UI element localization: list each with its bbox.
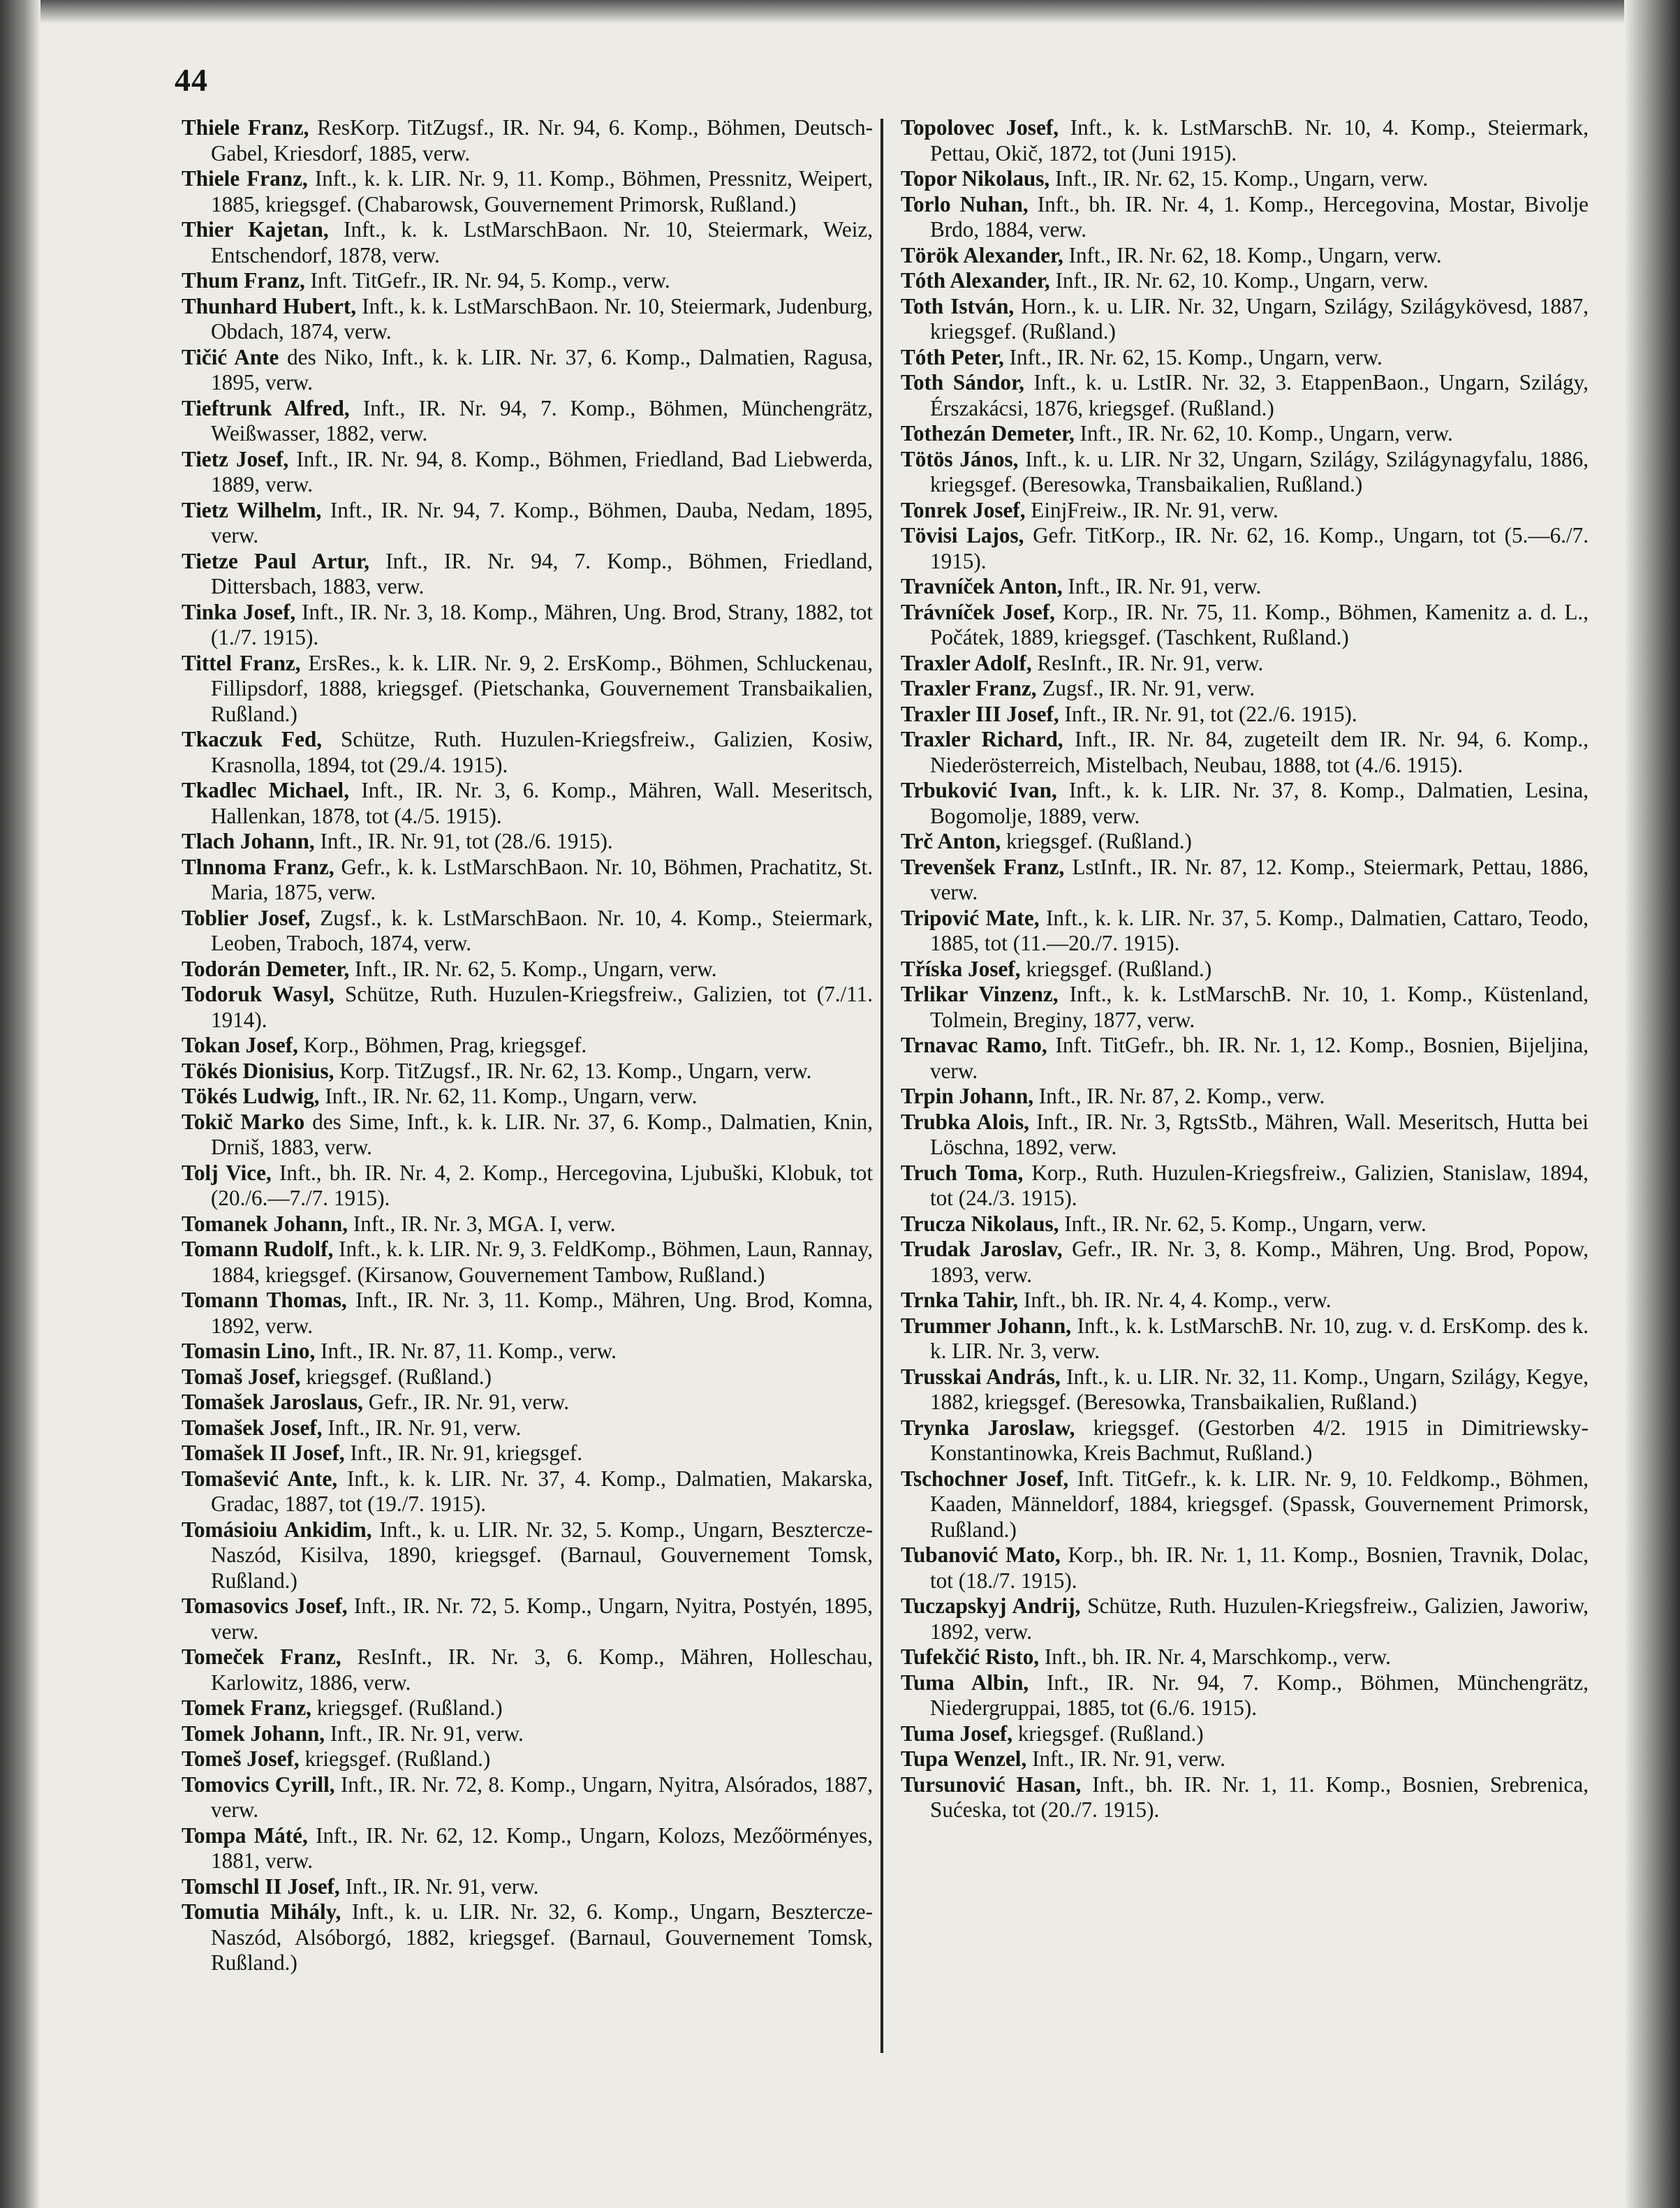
entry-name: Tietz Josef, bbox=[182, 446, 289, 471]
entry-name: Trynka Jaroslaw, bbox=[901, 1415, 1075, 1440]
register-entry bbox=[182, 268, 873, 294]
entry-details: des Sime, Inft., k. k. LIR. Nr. 37, 6. Komp., Dalmatien, Knin, Drniš, 1883, verw. bbox=[211, 1109, 873, 1159]
register-entry bbox=[901, 1466, 1589, 1543]
entry-name: Tomann Thomas, bbox=[182, 1288, 347, 1312]
entry-name: Tuczapskyj Andrij, bbox=[901, 1594, 1081, 1618]
entry-name: Tomutia Mihály, bbox=[182, 1899, 341, 1924]
entry-name: Trummer Johann, bbox=[901, 1313, 1072, 1338]
register-entry bbox=[901, 727, 1589, 778]
entry-details: Inft., IR. Nr. 62, 10. Komp., Ungarn, verw. bbox=[1055, 268, 1429, 293]
entry-details: Inft., IR. Nr. 87, 2. Komp., verw. bbox=[1038, 1084, 1325, 1108]
entry-name: Tupa Wenzel, bbox=[901, 1746, 1027, 1771]
entry-name: Traxler Adolf, bbox=[901, 650, 1032, 675]
entry-name: Todorán Demeter, bbox=[182, 956, 350, 981]
entry-name: Traxler Franz, bbox=[901, 676, 1037, 700]
entry-name: Trč Anton, bbox=[901, 829, 1001, 853]
register-entry bbox=[182, 1161, 873, 1212]
register-entry bbox=[901, 1746, 1589, 1772]
entry-details: Korp., Ruth. Huzulen-Kriegsfreiw., Galizien, Stanislaw, 1894, tot (24./3. 1915). bbox=[930, 1160, 1589, 1210]
register-entry bbox=[901, 1212, 1589, 1237]
register-entry bbox=[182, 1033, 873, 1059]
entry-details: Inft., k. k. LstMarschB. Nr. 10, 1. Komp., Küstenland, Tolmein, Breginy, 1877, verw. bbox=[930, 982, 1589, 1032]
entry-details: Inft., bh. IR. Nr. 4, 4. Komp., verw. bbox=[1023, 1288, 1332, 1312]
entry-name: Thiele Franz, bbox=[182, 115, 309, 140]
entry-details: Inft., bh. IR. Nr. 4, 1. Komp., Hercegovina, Mostar, Bivolje Brdo, 1884, verw. bbox=[930, 191, 1589, 242]
register-entry bbox=[901, 1644, 1589, 1670]
register-entry bbox=[182, 1899, 873, 1976]
entry-name: Tittel Franz, bbox=[182, 650, 301, 675]
entry-name: Tomeček Franz, bbox=[182, 1644, 341, 1669]
entry-name: Tothezán Demeter, bbox=[901, 421, 1075, 446]
register-entry bbox=[901, 778, 1589, 829]
register-entry bbox=[182, 727, 873, 778]
entry-details: Gefr., k. k. LstMarschBaon. Nr. 10, Böhmen, Prachatitz, St. Maria, 1875, verw. bbox=[211, 854, 874, 904]
entry-name: Tonrek Josef, bbox=[901, 497, 1026, 522]
column-divider bbox=[880, 119, 883, 2053]
entry-details: Schütze, Ruth. Huzulen-Kriegsfreiw., Galizien, tot (7./11. 1914). bbox=[211, 982, 874, 1032]
entry-name: Tomek Johann, bbox=[182, 1721, 325, 1746]
register-entry bbox=[901, 1237, 1589, 1288]
entry-name: Tinka Josef, bbox=[182, 599, 296, 624]
entry-name: Trucza Nikolaus, bbox=[901, 1211, 1059, 1236]
register-entry bbox=[901, 1033, 1589, 1084]
entry-name: Török Alexander, bbox=[901, 242, 1063, 267]
entry-name: Tökés Ludwig, bbox=[182, 1084, 320, 1108]
register-entry bbox=[901, 166, 1589, 192]
entry-name: Tomašek Josef, bbox=[182, 1415, 323, 1440]
entry-details: Inft., IR. Nr. 94, 7. Komp., Böhmen, Friedland, Dittersbach, 1883, verw. bbox=[211, 548, 873, 598]
entry-details: LstInft., IR. Nr. 87, 12. Komp., Steiermark, Pettau, 1886, verw. bbox=[930, 854, 1589, 904]
register-entry bbox=[901, 370, 1589, 421]
entry-name: Tövisi Lajos, bbox=[901, 523, 1024, 547]
register-entry bbox=[182, 1110, 873, 1161]
entry-details: Inft., IR. Nr. 3, 11. Komp., Mähren, Ung. Brod, Komna, 1892, verw. bbox=[211, 1288, 874, 1338]
entry-details: Inft., IR. Nr. 94, 7. Komp., Böhmen, Dauba, Nedam, 1895, verw. bbox=[211, 497, 874, 547]
entry-details: Zugsf., k. k. LstMarschBaon. Nr. 10, 4. Komp., Steiermark, Leoben, Traboch, 1874, verw. bbox=[211, 905, 873, 955]
entry-details: kriegsgef. (Rußland.) bbox=[1026, 956, 1212, 981]
register-entry bbox=[182, 1644, 873, 1695]
entry-details: Korp. TitZugsf., IR. Nr. 62, 13. Komp., Ungarn, verw. bbox=[339, 1058, 812, 1083]
register-entry bbox=[182, 1390, 873, 1415]
register-entry bbox=[901, 1161, 1589, 1212]
register-entry bbox=[182, 651, 873, 728]
scan-edge-right bbox=[1624, 0, 1680, 2208]
entry-name: Tuma Josef, bbox=[901, 1721, 1013, 1746]
entry-details: ResInft., IR. Nr. 91, verw. bbox=[1037, 650, 1264, 675]
register-entry bbox=[901, 294, 1589, 345]
entry-details: kriegsgef. (Rußland.) bbox=[1017, 1721, 1204, 1746]
entry-name: Toblier Josef, bbox=[182, 905, 311, 930]
entry-details: Inft., IR. Nr. 91, kriegsgef. bbox=[350, 1441, 583, 1465]
entry-details: Korp., bh. IR. Nr. 1, 11. Komp., Bosnien, Travnik, Dolac, tot (18./7. 1915). bbox=[930, 1543, 1589, 1593]
register-entry bbox=[182, 217, 873, 268]
register-entry bbox=[182, 1594, 873, 1644]
entry-name: Tomeš Josef, bbox=[182, 1746, 300, 1771]
scan-edge-top bbox=[0, 0, 1680, 24]
register-entry bbox=[182, 1466, 873, 1517]
entry-details: des Niko, Inft., k. k. LIR. Nr. 37, 6. Komp., Dalmatien, Ragusa, 1895, verw. bbox=[211, 344, 873, 395]
entry-name: Tomaš Josef, bbox=[182, 1364, 301, 1389]
register-entry bbox=[182, 600, 873, 651]
register-entry bbox=[182, 829, 873, 855]
entry-details: kriegsgef. (Rußland.) bbox=[306, 1364, 492, 1389]
entry-name: Tolj Vice, bbox=[182, 1160, 272, 1185]
entry-name: Tufekčić Risto, bbox=[901, 1644, 1040, 1669]
register-entry bbox=[901, 982, 1589, 1033]
register-entry bbox=[901, 676, 1589, 702]
entry-name: Trávníček Josef, bbox=[901, 599, 1055, 624]
entry-name: Tomašek Jaroslaus, bbox=[182, 1390, 363, 1414]
entry-name: Tomschl II Josef, bbox=[182, 1874, 340, 1899]
register-entry bbox=[182, 1084, 873, 1110]
entry-details: Inft., k. k. LstMarschBaon. Nr. 10, Steiermark, Weiz, Entschendorf, 1878, verw. bbox=[211, 217, 874, 267]
register-entry bbox=[901, 1110, 1589, 1161]
left-column bbox=[182, 115, 873, 1976]
register-entry bbox=[182, 1237, 873, 1288]
entry-details: Inft., IR. Nr. 91, verw. bbox=[1032, 1746, 1225, 1771]
register-entry bbox=[901, 1543, 1589, 1594]
register-entry bbox=[901, 1313, 1589, 1364]
register-entry bbox=[901, 1364, 1589, 1415]
entry-name: Tuma Albin, bbox=[901, 1670, 1029, 1695]
entry-details: kriegsgef. (Rußland.) bbox=[304, 1746, 491, 1771]
entry-details: Inft., IR. Nr. 91, tot (28./6. 1915). bbox=[320, 829, 613, 853]
entry-name: Topor Nikolaus, bbox=[901, 166, 1050, 191]
entry-name: Trubka Alois, bbox=[901, 1109, 1029, 1134]
entry-details: EinjFreiw., IR. Nr. 91, verw. bbox=[1031, 497, 1279, 522]
right-column bbox=[901, 115, 1589, 1823]
entry-name: Tieftrunk Alfred, bbox=[182, 395, 350, 420]
entry-details: Inft., IR. Nr. 62, 5. Komp., Ungarn, verw. bbox=[355, 956, 717, 981]
entry-details: Inft., IR. Nr. 62, 18. Komp., Ungarn, verw. bbox=[1068, 242, 1442, 267]
entry-name: Tomann Rudolf, bbox=[182, 1237, 334, 1261]
register-entry bbox=[182, 855, 873, 906]
entry-name: Truch Toma, bbox=[901, 1160, 1024, 1185]
entry-details: Inft. TitGefr., bh. IR. Nr. 1, 12. Komp., Bosnien, Bijeljina, verw. bbox=[930, 1033, 1589, 1083]
register-entry bbox=[182, 1441, 873, 1466]
entry-name: Tomanek Johann, bbox=[182, 1211, 348, 1236]
entry-name: Tompa Máté, bbox=[182, 1823, 308, 1848]
entry-details: Inft. TitGefr., IR. Nr. 94, 5. Komp., verw. bbox=[310, 268, 670, 293]
entry-name: Tlnnoma Franz, bbox=[182, 854, 334, 879]
entry-details: Inft., k. k. LstMarschB. Nr. 10, zug. v. d. ErsKomp. des k. k. LIR. Nr. 3, verw. bbox=[930, 1313, 1589, 1363]
register-entry bbox=[182, 115, 873, 166]
entry-name: Tóth Peter, bbox=[901, 344, 1004, 369]
entry-details: Inft., IR. Nr. 87, 11. Komp., verw. bbox=[320, 1339, 617, 1363]
scan-edge-left bbox=[0, 0, 40, 2208]
entry-details: Inft., k. u. LIR. Nr. 32, 5. Komp., Ungarn, Besztercze-Naszód, Kisilva, 1890, kriegsgef. (Barnaul, Gouvernement Tomsk, Rußland.) bbox=[211, 1517, 874, 1593]
register-entry bbox=[182, 1517, 873, 1594]
entry-details: Inft., k. k. LstMarschB. Nr. 10, 4. Komp., Steiermark, Pettau, Okič, 1872, tot (Juni 1915). bbox=[930, 115, 1589, 165]
entry-name: Tříska Josef, bbox=[901, 956, 1021, 981]
entry-name: Traxler Richard, bbox=[901, 727, 1063, 751]
entry-details: Inft., IR. Nr. 62, 12. Komp., Ungarn, Kolozs, Mezőörményes, 1881, verw. bbox=[211, 1823, 873, 1873]
entry-details: Inft., IR. Nr. 3, RgtsStb., Mähren, Wall. Meseritsch, Hutta bei Löschna, 1892, verw. bbox=[930, 1109, 1589, 1159]
register-entry bbox=[182, 1364, 873, 1390]
entry-details: Inft., IR. Nr. 3, MGA. I, verw. bbox=[353, 1211, 616, 1236]
entry-details: Inft., k. k. LstMarschBaon. Nr. 10, Steiermark, Judenburg, Obdach, 1874, verw. bbox=[211, 293, 874, 344]
entry-name: Trnavac Ramo, bbox=[901, 1033, 1047, 1057]
entry-details: Inft., IR. Nr. 84, zugeteilt dem IR. Nr. 94, 6. Komp., Niederösterreich, Mistelbach, Neubau, 1888, tot (4./6. 1915). bbox=[930, 727, 1589, 777]
entry-details: Inft., IR. Nr. 62, 15. Komp., Ungarn, verw. bbox=[1009, 344, 1383, 369]
register-entry bbox=[901, 1084, 1589, 1110]
register-entry bbox=[182, 1415, 873, 1441]
entry-details: Inft., k. k. LIR. Nr. 9, 3. FeldKomp., Böhmen, Laun, Rannay, 1884, kriegsgef. (Kirsanow, Gouvernement Tambow, Rußland.) bbox=[211, 1237, 873, 1287]
register-entry bbox=[901, 345, 1589, 371]
entry-details: Inft., IR. Nr. 3, 18. Komp., Mähren, Ung. Brod, Strany, 1882, tot (1./7. 1915). bbox=[211, 599, 873, 649]
entry-name: Tursunović Hasan, bbox=[901, 1772, 1082, 1797]
entry-details: Inft., k. k. LIR. Nr. 9, 11. Komp., Böhmen, Pressnitz, Weipert, 1885, kriegsgef. (Chabarowsk, Gouvernement Primorsk, Rußland.) bbox=[211, 166, 873, 216]
register-entry bbox=[901, 574, 1589, 600]
entry-details: Inft., k. u. LstIR. Nr. 32, 3. EtappenBaon., Ungarn, Szilágy, Érszakácsi, 1876, kriegsgef. (Rußland.) bbox=[930, 370, 1589, 420]
register-entry bbox=[182, 906, 873, 957]
entry-name: Tomasin Lino, bbox=[182, 1339, 316, 1363]
register-entry bbox=[901, 829, 1589, 855]
entry-name: Travníček Anton, bbox=[901, 574, 1063, 598]
entry-details: Schütze, Ruth. Huzulen-Kriegsfreiw., Galizien, Jaworiw, 1892, verw. bbox=[930, 1594, 1589, 1644]
register-entry bbox=[901, 651, 1589, 677]
register-entry bbox=[901, 1670, 1589, 1721]
entry-name: Tökés Dionisius, bbox=[182, 1058, 334, 1083]
entry-name: Trpin Johann, bbox=[901, 1084, 1034, 1108]
entry-name: Toth István, bbox=[901, 293, 1015, 318]
register-entry bbox=[901, 957, 1589, 982]
entry-details: ResKorp. TitZugsf., IR. Nr. 94, 6. Komp., Böhmen, Deutsch-Gabel, Kriesdorf, 1885, verw. bbox=[211, 115, 874, 165]
entry-details: Inft., bh. IR. Nr. 4, Marschkomp., verw. bbox=[1044, 1644, 1391, 1669]
entry-details: kriegsgef. (Rußland.) bbox=[316, 1695, 503, 1720]
register-entry bbox=[901, 268, 1589, 294]
entry-name: Traxler III Josef, bbox=[901, 701, 1059, 726]
register-entry bbox=[901, 1772, 1589, 1823]
entry-details: Inft., IR. Nr. 72, 5. Komp., Ungarn, Nyitra, Postyén, 1895, verw. bbox=[211, 1594, 873, 1644]
entry-details: Inft., k. u. LIR. Nr. 32, 6. Komp., Ungarn, Besztercze-Naszód, Alsóborgó, 1882, kriegsgef. (Barnaul, Gouvernement Tomsk, Rußland.) bbox=[211, 1899, 874, 1975]
register-entry bbox=[901, 855, 1589, 906]
register-entry bbox=[182, 498, 873, 549]
register-entry bbox=[901, 243, 1589, 269]
entry-name: Toth Sándor, bbox=[901, 370, 1024, 395]
page-number: 44 bbox=[175, 62, 208, 98]
entry-name: Tokič Marko bbox=[182, 1109, 305, 1134]
entry-name: Tietze Paul Artur, bbox=[182, 548, 370, 573]
register-entry bbox=[901, 192, 1589, 243]
entry-details: Zugsf., IR. Nr. 91, verw. bbox=[1042, 676, 1255, 700]
entry-details: Gefr., IR. Nr. 91, verw. bbox=[368, 1390, 570, 1414]
entry-name: Thier Kajetan, bbox=[182, 217, 329, 242]
register-entry bbox=[182, 396, 873, 447]
entry-name: Tomovics Cyrill, bbox=[182, 1772, 335, 1797]
register-entry bbox=[182, 778, 873, 829]
entry-name: Tomásioiu Ankidim, bbox=[182, 1517, 372, 1542]
entry-name: Tötös János, bbox=[901, 446, 1019, 471]
register-entry bbox=[182, 166, 873, 217]
register-entry bbox=[901, 421, 1589, 447]
register-entry bbox=[901, 447, 1589, 498]
entry-details: Inft., IR. Nr. 91, verw. bbox=[345, 1874, 539, 1899]
entry-details: Inft., IR. Nr. 91, tot (22./6. 1915). bbox=[1064, 701, 1357, 726]
entry-details: Inft., bh. IR. Nr. 4, 2. Komp., Hercegovina, Ljubuški, Klobuk, tot (20./6.—7./7. 1915). bbox=[211, 1160, 874, 1210]
register-entry bbox=[182, 1059, 873, 1084]
register-entry bbox=[901, 1721, 1589, 1747]
entry-name: Thum Franz, bbox=[182, 268, 305, 293]
entry-name: Tomek Franz, bbox=[182, 1695, 311, 1720]
register-entry bbox=[182, 1695, 873, 1721]
entry-name: Torlo Nuhan, bbox=[901, 191, 1029, 216]
entry-details: Inft., IR. Nr. 94, 8. Komp., Böhmen, Friedland, Bad Liebwerda, 1889, verw. bbox=[211, 446, 873, 496]
entry-name: Trnka Tahir, bbox=[901, 1288, 1019, 1312]
register-entry bbox=[182, 447, 873, 498]
entry-name: Tschochner Josef, bbox=[901, 1466, 1069, 1491]
entry-name: Tubanović Mato, bbox=[901, 1543, 1061, 1567]
entry-details: Inft., k. u. LIR. Nr. 32, 11. Komp., Ungarn, Szilágy, Kegye, 1882, kriegsgef. (Beresowka, Transbaikalien, Rußland.) bbox=[930, 1364, 1589, 1414]
entry-details: Inft., IR. Nr. 62, 15. Komp., Ungarn, verw. bbox=[1055, 166, 1429, 191]
entry-name: Topolovec Josef, bbox=[901, 115, 1059, 140]
entry-details: Inft., k. k. LIR. Nr. 37, 4. Komp., Dalmatien, Makarska, Gradac, 1887, tot (19./7. 1915). bbox=[211, 1466, 874, 1516]
entry-details: Schütze, Ruth. Huzulen-Kriegsfreiw., Galizien, Kosiw, Krasnolla, 1894, tot (29./4. 1915). bbox=[211, 727, 873, 777]
entry-details: Inft., IR. Nr. 72, 8. Komp., Ungarn, Nyitra, Alsórados, 1887, verw. bbox=[211, 1772, 874, 1822]
entry-details: Gefr., IR. Nr. 3, 8. Komp., Mähren, Ung. Brod, Popow, 1893, verw. bbox=[930, 1237, 1589, 1287]
entry-details: Inft., IR. Nr. 91, verw. bbox=[330, 1721, 524, 1746]
entry-details: Inft., k. u. LIR. Nr 32, Ungarn, Szilágy, Szilágynagyfalu, 1886, kriegsgef. (Beresowka, Transbaikalien, Rußland.) bbox=[930, 446, 1589, 496]
register-entry bbox=[182, 549, 873, 600]
register-entry bbox=[182, 294, 873, 345]
entry-name: Tkaczuk Fed, bbox=[182, 727, 323, 751]
entry-details: Inft., IR. Nr. 94, 7. Komp., Böhmen, Münchengrätz, Weißwasser, 1882, verw. bbox=[211, 395, 873, 446]
entry-name: Thiele Franz, bbox=[182, 166, 308, 191]
register-entry bbox=[182, 1339, 873, 1364]
entry-name: Trudak Jaroslav, bbox=[901, 1237, 1063, 1261]
entry-name: Trevenšek Franz, bbox=[901, 854, 1065, 879]
entry-details: Inft., k. k. LIR. Nr. 37, 8. Komp., Dalmatien, Lesina, Bogomolje, 1889, verw. bbox=[930, 778, 1589, 828]
entry-name: Tietz Wilhelm, bbox=[182, 497, 322, 522]
entry-details: Inft., k. k. LIR. Nr. 37, 5. Komp., Dalmatien, Cattaro, Teodo, 1885, tot (11.—20./7. 1915). bbox=[930, 905, 1589, 955]
entry-name: Tóth Alexander, bbox=[901, 268, 1050, 293]
entry-details: Inft., IR. Nr. 3, 6. Komp., Mähren, Wall. Meseritsch, Hallenkan, 1878, tot (4./5. 1915). bbox=[211, 778, 874, 828]
entry-details: Inft., bh. IR. Nr. 1, 11. Komp., Bosnien, Srebrenica, Sućeska, tot (20./7. 1915). bbox=[930, 1772, 1589, 1822]
entry-details: Inft., IR. Nr. 91, verw. bbox=[327, 1415, 522, 1440]
entry-details: Inft., IR. Nr. 62, 11. Komp., Ungarn, verw. bbox=[325, 1084, 698, 1108]
register-entry bbox=[901, 1415, 1589, 1466]
entry-details: kriegsgef. (Rußland.) bbox=[1006, 829, 1192, 853]
entry-name: Trbuković Ivan, bbox=[901, 778, 1057, 802]
entry-details: Inft. TitGefr., k. k. LIR. Nr. 9, 10. Feldkomp., Böhmen, Kaaden, Männeldorf, 1884, kriegsgef. (Spassk, Gouvernement Primorsk, Rußland.) bbox=[930, 1466, 1589, 1542]
register-entry bbox=[901, 906, 1589, 957]
entry-details: Gefr. TitKorp., IR. Nr. 62, 16. Komp., Ungarn, tot (5.—6./7. 1915). bbox=[930, 523, 1589, 573]
entry-details: Inft., IR. Nr. 94, 7. Komp., Böhmen, Münchengrätz, Niedergruppai, 1885, tot (6./6. 1915). bbox=[930, 1670, 1589, 1720]
entry-name: Thunhard Hubert, bbox=[182, 293, 357, 318]
register-entry bbox=[901, 1594, 1589, 1644]
register-entry bbox=[182, 1874, 873, 1900]
register-entry bbox=[182, 345, 873, 396]
entry-details: Korp., Böhmen, Prag, kriegsgef. bbox=[303, 1033, 587, 1057]
entry-name: Trlikar Vinzenz, bbox=[901, 982, 1059, 1006]
entry-details: Inft., IR. Nr. 62, 5. Komp., Ungarn, verw. bbox=[1064, 1211, 1427, 1236]
register-entry bbox=[901, 600, 1589, 651]
entry-details: Inft., IR. Nr. 91, verw. bbox=[1068, 574, 1262, 598]
entry-name: Tomasovics Josef, bbox=[182, 1594, 348, 1618]
register-entry bbox=[182, 1721, 873, 1747]
entry-details: ErsRes., k. k. LIR. Nr. 9, 2. ErsKomp., Böhmen, Schluckenau, Fillipsdorf, 1888, kriegsgef. (Pietschanka, Gouvernement Transbaikalien, Rußland.) bbox=[211, 650, 874, 726]
entry-details: ResInft., IR. Nr. 3, 6. Komp., Mähren, Holleschau, Karlowitz, 1886, verw. bbox=[211, 1644, 874, 1695]
register-entry bbox=[182, 1288, 873, 1339]
entry-details: Horn., k. u. LIR. Nr. 32, Ungarn, Szilágy, Szilágykövesd, 1887, kriegsgef. (Rußland.) bbox=[930, 293, 1589, 344]
register-entry bbox=[182, 1212, 873, 1237]
register-entry bbox=[901, 1288, 1589, 1313]
register-entry bbox=[901, 523, 1589, 574]
register-entry bbox=[182, 1746, 873, 1772]
register-entry bbox=[901, 115, 1589, 166]
entry-name: Tičić Ante bbox=[182, 344, 279, 369]
register-entry bbox=[182, 1772, 873, 1823]
register-entry bbox=[182, 982, 873, 1033]
register-entry bbox=[901, 498, 1589, 524]
entry-details: kriegsgef. (Gestorben 4/2. 1915 in Dimitriewsky-Konstantinowka, Kreis Bachmut, Rußland.) bbox=[930, 1415, 1589, 1465]
entry-name: Trusskai András, bbox=[901, 1364, 1061, 1389]
entry-name: Tokan Josef, bbox=[182, 1033, 298, 1057]
entry-name: Todoruk Wasyl, bbox=[182, 982, 334, 1006]
entry-name: Tripović Mate, bbox=[901, 905, 1040, 930]
entry-name: Tlach Johann, bbox=[182, 829, 315, 853]
entry-name: Tomašek II Josef, bbox=[182, 1441, 345, 1465]
register-entry bbox=[901, 702, 1589, 728]
entry-details: Korp., IR. Nr. 75, 11. Komp., Böhmen, Kamenitz a. d. L., Počátek, 1889, kriegsgef. (Taschkent, Rußland.) bbox=[930, 599, 1589, 649]
register-entry bbox=[182, 1823, 873, 1874]
entry-details: Inft., IR. Nr. 62, 10. Komp., Ungarn, verw. bbox=[1080, 421, 1453, 446]
register-entry bbox=[182, 957, 873, 982]
entry-name: Tomašević Ante, bbox=[182, 1466, 338, 1491]
entry-name: Tkadlec Michael, bbox=[182, 778, 349, 802]
